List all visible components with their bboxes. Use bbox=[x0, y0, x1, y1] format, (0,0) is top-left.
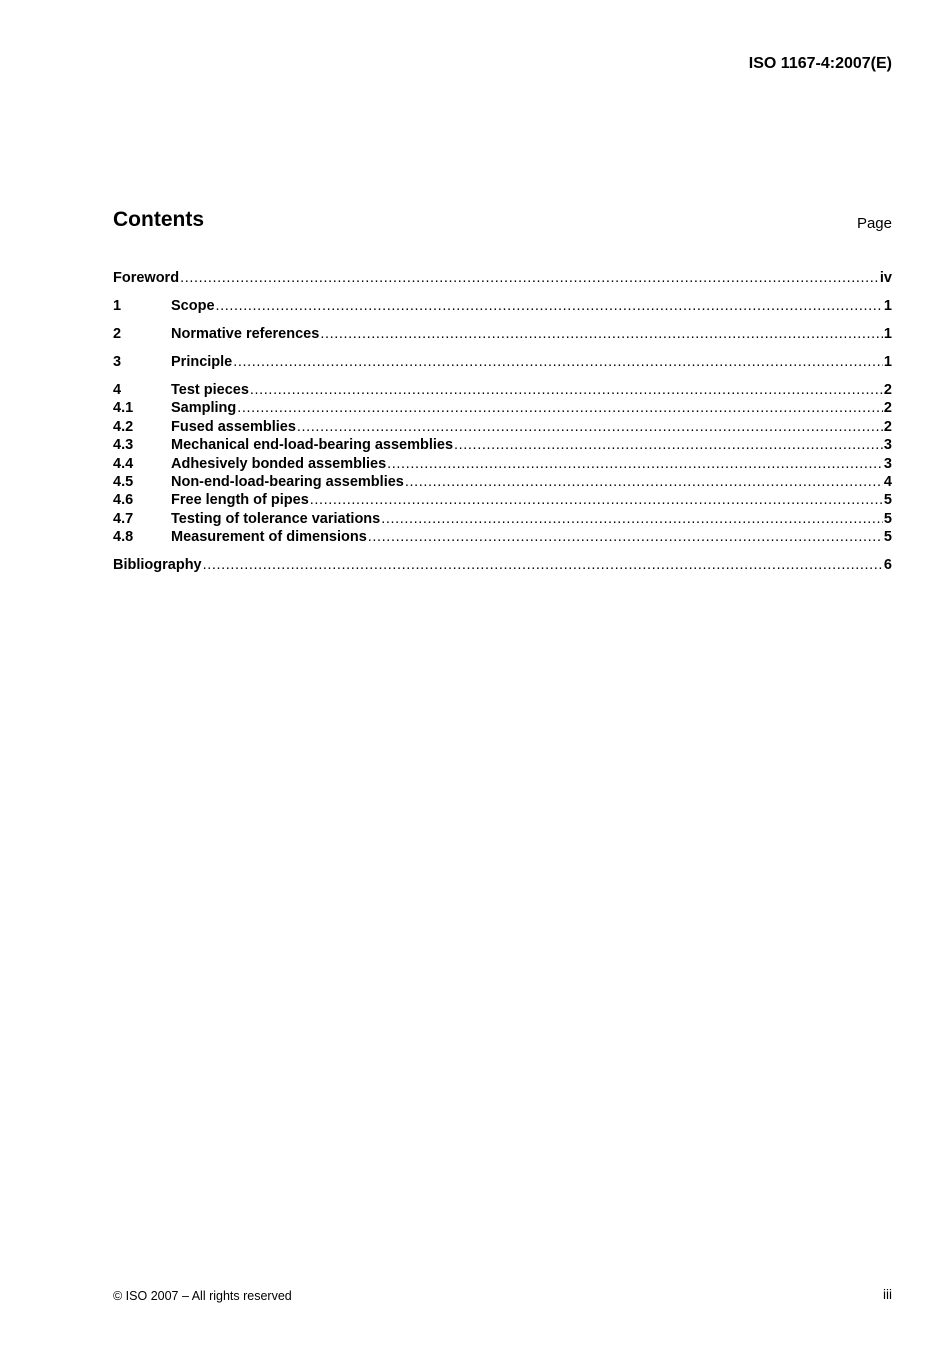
toc-entry-fused-assemblies[interactable] bbox=[113, 418, 892, 436]
toc-entry-page: 2 bbox=[883, 418, 892, 435]
toc-dot-leader bbox=[237, 399, 883, 417]
toc-entry-number: 2 bbox=[113, 325, 122, 342]
toc-entry-scope[interactable] bbox=[113, 297, 892, 315]
toc-entry-bibliography[interactable] bbox=[113, 556, 892, 574]
toc-entry-title: Foreword bbox=[113, 270, 180, 286]
toc-entry-title: Fused assemblies bbox=[171, 418, 296, 435]
toc-entry-title: Measurement of dimensions bbox=[171, 529, 367, 546]
toc-entry-page: 5 bbox=[883, 492, 892, 509]
toc-entry-page: 1 bbox=[883, 353, 892, 370]
toc-dot-leader bbox=[381, 510, 883, 528]
toc-entry-page: 2 bbox=[883, 400, 892, 417]
toc-entry-title: Mechanical end-load-bearing assemblies bbox=[171, 437, 454, 454]
toc-entry-title: Bibliography bbox=[113, 557, 202, 574]
toc-entry-free-length[interactable] bbox=[113, 491, 892, 509]
toc-entry-sampling[interactable] bbox=[113, 399, 892, 417]
toc-entry-adhesively-bonded[interactable] bbox=[113, 455, 892, 473]
page-column-label: Page bbox=[856, 215, 892, 232]
toc-entry-foreword[interactable] bbox=[113, 269, 892, 287]
toc-entry-non-end-load-bearing[interactable] bbox=[113, 473, 892, 491]
toc-entry-tolerance-variations[interactable] bbox=[113, 510, 892, 528]
toc-entry-title: Free length of pipes bbox=[171, 492, 309, 509]
toc-entry-number: 4.8 bbox=[113, 529, 134, 546]
toc-dot-leader bbox=[216, 297, 883, 315]
toc-entry-number: 4.5 bbox=[113, 473, 134, 490]
toc-entry-page: 2 bbox=[883, 381, 892, 398]
contents-heading: Contents bbox=[113, 208, 204, 231]
toc-entry-title: Scope bbox=[171, 297, 215, 314]
toc-entry-page: 3 bbox=[883, 455, 892, 472]
toc-entry-number: 3 bbox=[113, 353, 122, 370]
toc-entry-number: 4.4 bbox=[113, 455, 134, 472]
toc-entry-number: 1 bbox=[113, 297, 122, 314]
toc-entry-number: 4 bbox=[113, 381, 122, 398]
toc-entry-number: 4.7 bbox=[113, 510, 134, 527]
toc-entry-title: Test pieces bbox=[171, 381, 249, 398]
toc-dot-leader bbox=[454, 436, 883, 454]
toc-dot-leader bbox=[233, 353, 883, 371]
toc-entry-number: 4.6 bbox=[113, 492, 134, 509]
toc-dot-leader bbox=[203, 556, 883, 574]
toc-entry-number: 4.1 bbox=[113, 400, 134, 417]
toc-entry-page: iv bbox=[879, 270, 892, 286]
table-of-contents bbox=[113, 269, 892, 574]
toc-dot-leader bbox=[368, 528, 883, 546]
toc-dot-leader bbox=[250, 381, 883, 399]
toc-entry-page: 4 bbox=[883, 473, 892, 490]
toc-entry-title: Sampling bbox=[171, 400, 237, 417]
toc-entry-title: Non-end-load-bearing assemblies bbox=[171, 473, 404, 490]
toc-entry-title: Normative references bbox=[171, 325, 320, 342]
footer-page-number: iii bbox=[883, 1287, 892, 1302]
toc-entry-measurement-of-dimensions[interactable] bbox=[113, 528, 892, 546]
toc-entry-mechanical-assemblies[interactable] bbox=[113, 436, 892, 454]
toc-entry-title: Testing of tolerance variations bbox=[171, 510, 381, 527]
toc-dot-leader bbox=[320, 325, 883, 343]
toc-entry-page: 3 bbox=[883, 437, 892, 454]
toc-entry-page: 1 bbox=[883, 297, 892, 314]
toc-dot-leader bbox=[387, 455, 883, 473]
toc-entry-test-pieces[interactable] bbox=[113, 381, 892, 399]
toc-dot-leader bbox=[297, 418, 883, 436]
toc-entry-title: Principle bbox=[171, 353, 233, 370]
toc-entry-number: 4.2 bbox=[113, 418, 134, 435]
toc-dot-leader bbox=[180, 269, 879, 287]
toc-dot-leader bbox=[405, 473, 883, 491]
toc-entry-page: 5 bbox=[883, 510, 892, 527]
toc-dot-leader bbox=[310, 491, 883, 509]
toc-entry-page: 1 bbox=[883, 325, 892, 342]
footer-copyright: © ISO 2007 – All rights reserved bbox=[113, 1289, 292, 1303]
toc-entry-principle[interactable] bbox=[113, 353, 892, 371]
toc-entry-number: 4.3 bbox=[113, 437, 134, 454]
document-id-header: ISO 1167-4:2007(E) bbox=[748, 55, 892, 72]
toc-entry-title: Adhesively bonded assemblies bbox=[171, 455, 387, 472]
toc-entry-normative-references[interactable] bbox=[113, 325, 892, 343]
toc-entry-page: 6 bbox=[883, 557, 892, 574]
toc-entry-page: 5 bbox=[883, 529, 892, 546]
